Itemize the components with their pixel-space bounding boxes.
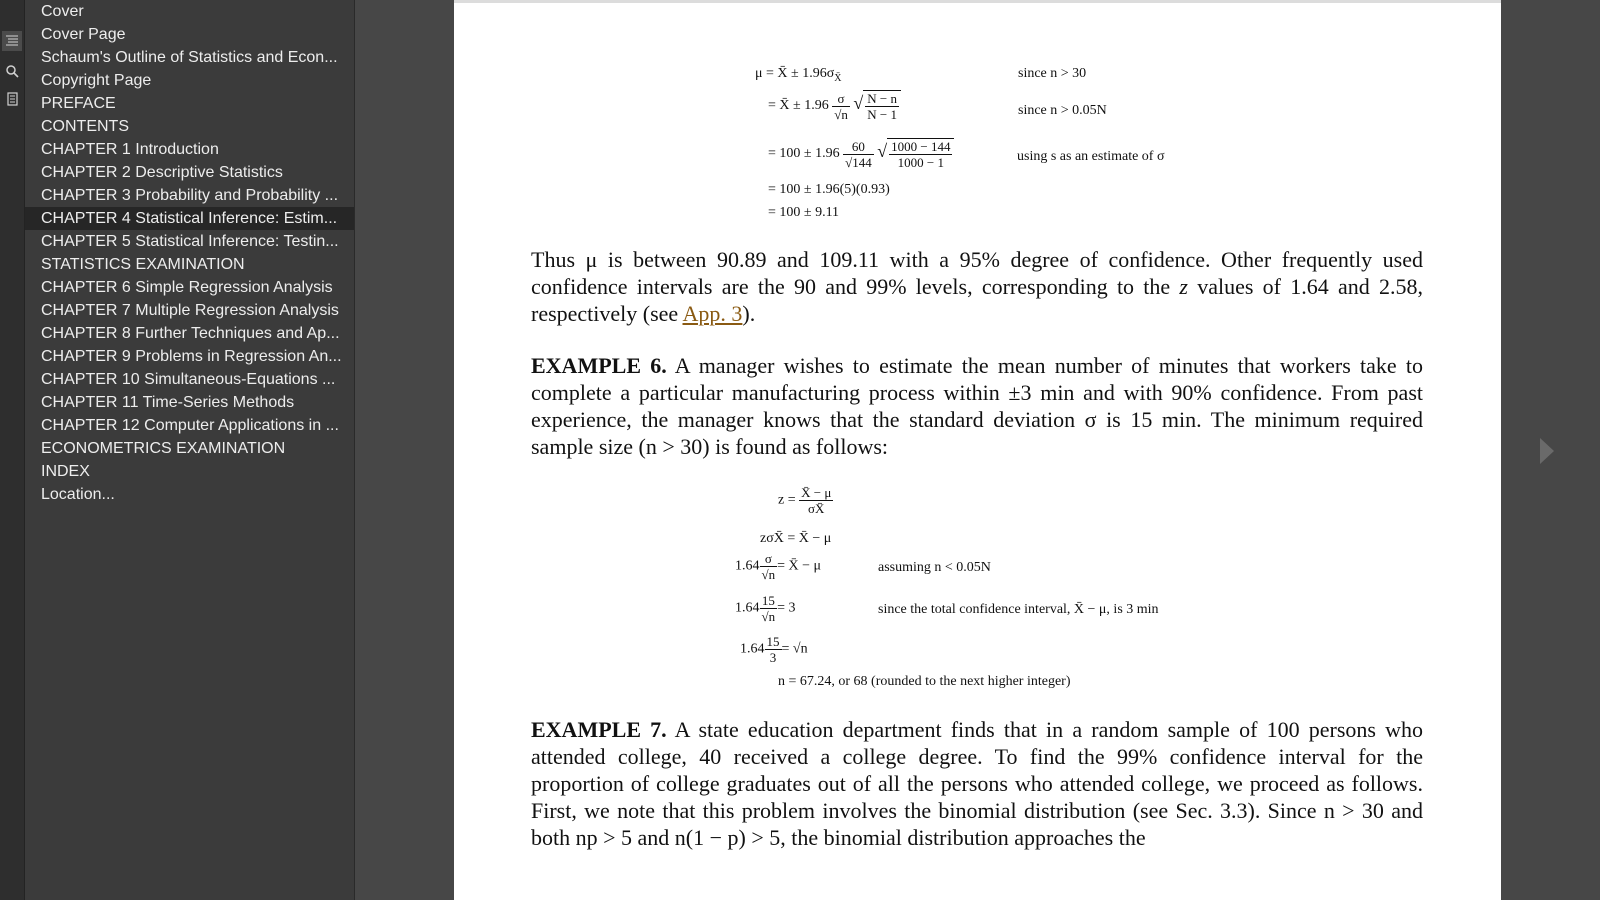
toc-item[interactable]: Copyright Page <box>41 72 152 89</box>
toc-item[interactable]: CHAPTER 10 Simultaneous-Equations ... <box>41 371 336 388</box>
equation-line: 1.64 $\frac{15}{3}$ = √n <box>740 634 808 665</box>
next-page-arrow-icon[interactable] <box>1538 436 1556 466</box>
toc-item[interactable]: CHAPTER 2 Descriptive Statistics <box>41 164 283 181</box>
equation-note: since n > 0.05N <box>1018 103 1107 118</box>
equation-line: n = 67.24, or 68 (rounded to the next higher integer) <box>778 674 1071 689</box>
toc-item[interactable]: Cover <box>41 3 84 20</box>
toc-item[interactable]: CHAPTER 11 Time-Series Methods <box>41 394 295 411</box>
bookmark-icon[interactable] <box>2 89 22 109</box>
equation-line: = X̄ ± 1.96 $\frac{\sigma}{√n}$ √ $\frac{N - n}{N - 1}$ <box>768 90 901 122</box>
table-of-contents-panel <box>25 0 355 900</box>
example-7-paragraph: EXAMPLE 7. A state education department finds that in a random sample of 100 persons who attended college, 40 received a college degree. To find the 99% confidence interval for the proportion of college graduates out of all the persons who attended college, we proceed as follows. First, we note that this problem involves the binomial distribution (see Sec. 3.3). Since n > 30 and both np > 5 and n(1 − p) > 5, the binomial distribution approaches the <box>531 717 1423 850</box>
toc-item[interactable]: CHAPTER 12 Computer Applications in ... <box>41 417 339 434</box>
equation-line: 1.64 $\frac{\sigma}{√n}$ = X̄ − μ <box>735 551 822 582</box>
example-6-paragraph: EXAMPLE 6. A manager wishes to estimate the mean number of minutes that workers take to complete a particular manufacturing process within ±3 min and with 90% confidence. From past experience, the manager knows that the standard deviation σ is 15 min. The minimum required sample size (n > 30) is found as follows: <box>531 353 1423 459</box>
body-paragraph: Thus μ is between 90.89 and 109.11 with a 95% degree of confidence. Other frequently used confidence intervals are the 90 and 99% levels, corresponding to the z values of 1.64 and 2.58, respectively (see App. 3). <box>531 247 1423 326</box>
search-icon[interactable] <box>2 61 22 81</box>
equation-line: μ = X̄ ± $1.96\sigma_{X̄}$ <box>755 66 842 84</box>
toc-item[interactable]: ECONOMETRICS EXAMINATION <box>41 440 286 457</box>
toc-icon[interactable] <box>2 31 22 51</box>
equation-line: = 100 ± 1.96(5)(0.93) <box>768 182 890 197</box>
sidebar-icon-bar <box>0 0 25 900</box>
toc-item[interactable]: Schaum's Outline of Statistics and Econ... <box>41 49 338 66</box>
toc-item[interactable]: Location... <box>41 486 115 503</box>
toc-item[interactable]: INDEX <box>41 463 90 480</box>
equation-note: using s as an estimate of σ <box>1017 149 1165 164</box>
toc-item[interactable]: CHAPTER 1 Introduction <box>41 141 219 158</box>
toc-item[interactable]: PREFACE <box>41 95 116 112</box>
toc-item[interactable]: CONTENTS <box>41 118 129 135</box>
toc-item[interactable]: Cover Page <box>41 26 126 43</box>
toc-item[interactable]: CHAPTER 9 Problems in Regression An... <box>41 348 342 365</box>
equation-note: since the total confidence interval, X̄ − μ, is 3 min <box>878 602 1159 617</box>
toc-item[interactable]: CHAPTER 8 Further Techniques and Ap... <box>41 325 340 342</box>
toc-item[interactable]: CHAPTER 7 Multiple Regression Analysis <box>41 302 339 319</box>
equation-line: = 100 ± 1.96 $\frac{60}{√144}$ √ $\frac{1000 - 144}{1000 - 1}$ <box>768 138 954 170</box>
equation-line: = 100 ± 9.11 <box>768 205 840 220</box>
toc-item[interactable]: CHAPTER 5 Statistical Inference: Testin... <box>41 233 339 250</box>
toc-item[interactable]: CHAPTER 3 Probability and Probability ... <box>41 187 339 204</box>
toc-item[interactable]: CHAPTER 6 Simple Regression Analysis <box>41 279 333 296</box>
toc-item[interactable]: CHAPTER 4 Statistical Inference: Estim... <box>25 207 354 230</box>
toc-item[interactable]: STATISTICS EXAMINATION <box>41 256 245 273</box>
equation-line: zσX̄ = X̄ − μ <box>760 531 832 546</box>
equation-line: z = $\frac{X̄ - \mu}{\sigma X̄}$ <box>778 485 832 516</box>
equation-note: since n > 30 <box>1018 66 1087 81</box>
equation-note: assuming n < 0.05N <box>878 560 991 575</box>
appendix-link[interactable]: App. 3 <box>682 301 743 326</box>
equation-line: 1.64 $\frac{15}{√n}$ = 3 <box>735 593 796 624</box>
